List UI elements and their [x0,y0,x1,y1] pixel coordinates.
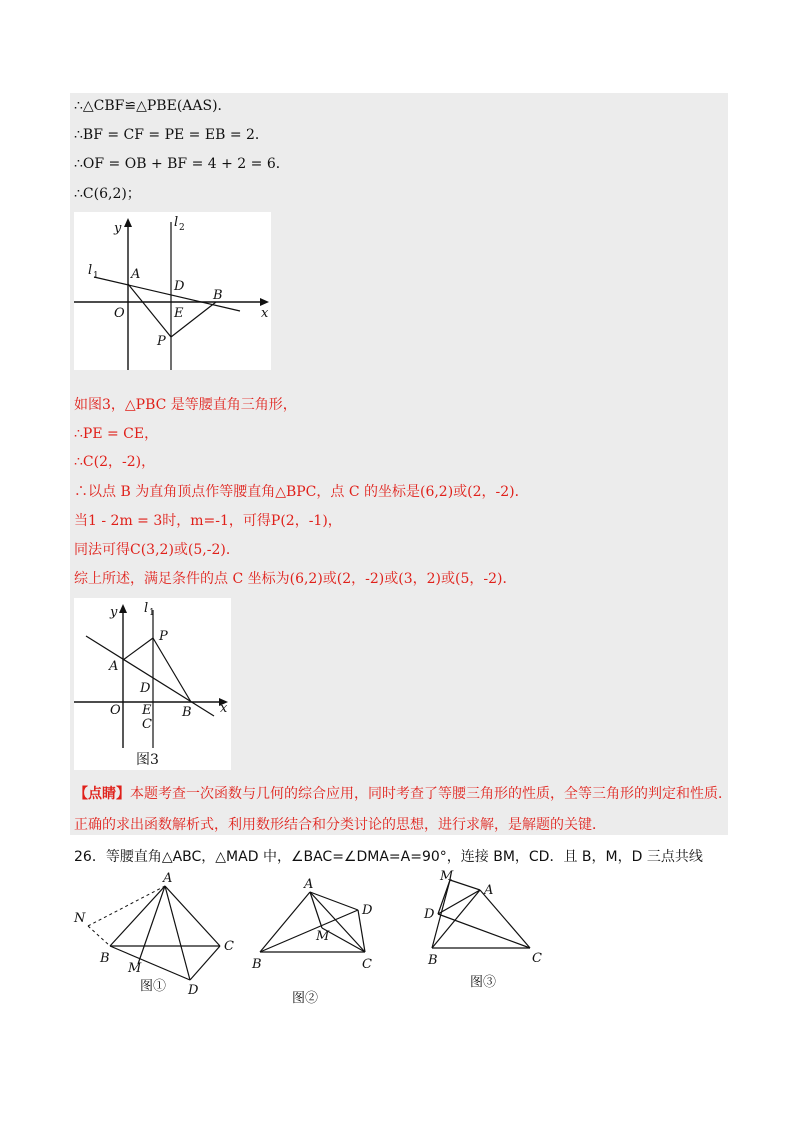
red-line-2: ∴PE = CE， [74,426,159,442]
q26f2-label-B: B [252,957,262,972]
q26f1-label-A: A [163,871,173,886]
fig3-label-E: E [142,703,152,718]
fig3-caption: 图3 [136,752,159,768]
question-26-figures [60,868,560,1012]
solution-line-3: ∴OF = OB + BF = 4 + 2 = 6． [74,156,290,172]
question-26-figures-svg [60,868,560,1008]
q26f3-caption: 图③ [470,975,497,990]
fig3-label-l1-sub: 1 [149,608,155,618]
fig1-label-E: E [174,306,184,321]
red-line-4: ∴以点 B 为直角顶点作等腰直角△BPC，点 C 的坐标是(6,2)或(2，-2)． [74,484,529,500]
fig3-label-B: B [182,705,192,720]
q26f2-label-D: D [362,903,373,918]
q26f2-label-C: C [362,957,372,972]
fig1-label-l2: l [174,215,179,230]
q26f1-label-N: N [74,911,86,926]
red-line-6: 同法可得C(3,2)或(5,-2)． [74,542,240,558]
red-line-5: 当1 - 2m = 3时，m=-1，可得P(2，-1)， [74,513,342,529]
comment-line-1 [74,785,732,803]
fig3-label-y: y [110,605,118,620]
coordinate-figure-3 [74,598,231,770]
question-26-text: 26．等腰直角△ABC，△MAD 中，∠BAC=∠DMA=A=90°，连接 BM，CD．且 B，M，D 三点共线 [74,849,703,865]
fig3-label-D: D [140,681,151,696]
q26f3-label-A: A [484,883,494,898]
comment-line-2: 正确的求出函数解析式，利用数形结合和分类讨论的思想，进行求解，是解题的关键． [74,817,606,833]
coordinate-figure-3-svg [74,598,231,770]
fig1-label-A: A [131,267,141,282]
q26f2-caption: 图② [292,991,319,1006]
q26f1-label-B: B [100,951,110,966]
q26f1-label-D: D [188,983,199,998]
fig1-label-D: D [174,279,185,294]
fig1-label-P: P [157,334,166,349]
comment-tag: 【点睛】 [74,786,130,802]
fig1-label-l2-sub: 2 [179,223,185,233]
fig1-label-B: B [213,288,223,303]
q26f3-label-C: C [532,951,542,966]
fig1-label-l1: l [88,263,93,278]
fig3-label-l1: l [144,601,149,616]
q26f2-label-M: M [316,929,330,944]
coordinate-figure-1-svg [74,212,271,370]
q26f1-label-M: M [128,961,142,976]
fig1-label-x: x [261,306,269,321]
q26f3-label-D: D [424,907,435,922]
q26f1-caption: 图① [140,979,167,994]
fig1-label-y: y [114,221,122,236]
q26f2-label-A: A [304,877,314,892]
red-line-3: ∴C(2，-2)， [74,454,156,470]
q26-figure-1 [73,871,234,998]
q26f3-label-M: M [440,869,454,884]
solution-line-4: ∴C(6,2)； [74,186,141,202]
fig3-label-A: A [109,659,119,674]
fig3-label-P: P [159,629,168,644]
solution-line-2: ∴BF = CF = PE = EB = 2． [74,127,269,143]
coordinate-figure-1 [74,212,271,370]
fig1-label-l1-sub: 1 [93,271,99,281]
comment-text-1: 本题考查一次函数与几何的综合应用，同时考查了等腰三角形的性质，全等三角形的判定和性质． [130,786,732,802]
q26f1-label-C: C [224,939,234,954]
fig1-label-O: O [114,306,125,321]
fig3-label-x: x [220,701,228,716]
fig3-label-O: O [110,703,121,718]
fig3-label-C: C [142,717,152,732]
q26f3-label-B: B [428,953,438,968]
q26-figure-3 [423,869,542,990]
red-line-7: 综上所述，满足条件的点 C 坐标为(6,2)或(2，-2)或(3，2)或(5，-2)． [74,571,517,587]
red-line-1: 如图3，△PBC 是等腰直角三角形， [74,397,297,413]
solution-line-1: ∴△CBF≌△PBE(AAS)． [74,98,232,114]
q26-figure-2 [251,877,373,1006]
